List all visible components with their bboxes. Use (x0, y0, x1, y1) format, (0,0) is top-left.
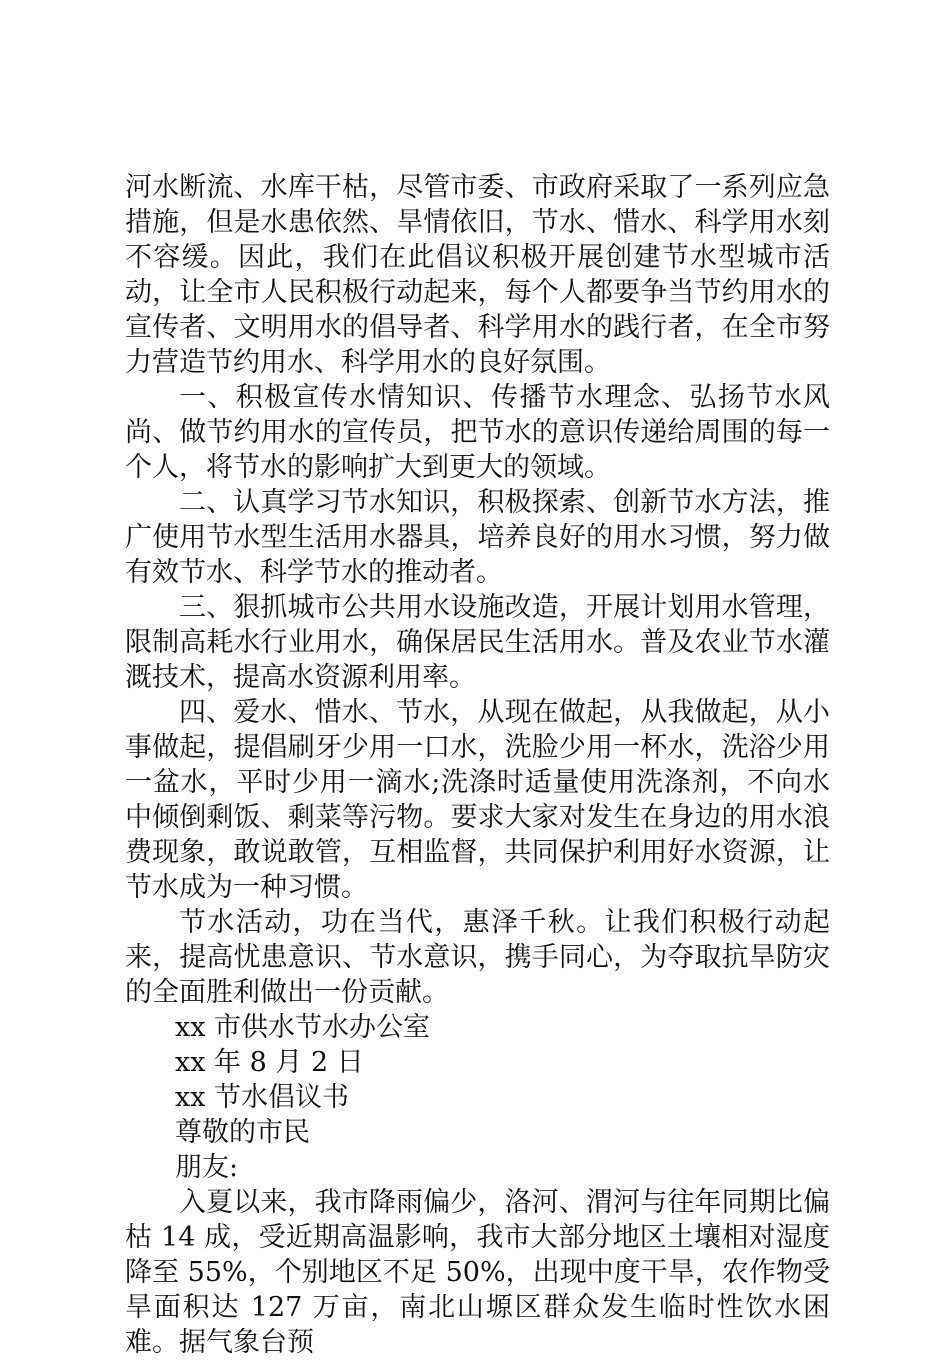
paragraph-item-two: 二、认真学习节水知识，积极探索、创新节水方法，推广使用节水型生活用水器具，培养良好的用水习惯，努力做有效节水、科学节水的推动者。 (125, 487, 830, 588)
salutation-line-one: 尊敬的市民 (175, 1117, 310, 1148)
paragraph-intro-continuation: 河水断流、水库干枯，尽管市委、市政府采取了一系列应急措施，但是水患依然、旱情依旧，节水、惜水、科学用水刻不容缓。因此，我们在此倡议积极开展创建节水型城市活动，让全市人民积极行动起来，每个人都要争当节约用水的宣传者、文明用水的倡导者、科学用水的践行者，在全市努力营造节约用水、科学用水的良好氛围。 (125, 172, 830, 378)
signature-date: xx 年 8 月 2 日 (175, 1047, 364, 1078)
signature-organization: xx 市供水节水办公室 (175, 1012, 431, 1043)
paragraph-closing: 节水活动，功在当代，惠泽千秋。让我们积极行动起来，提高忧患意识、节水意识，携手同心，为夺取抗旱防灾的全面胜利做出一份贡献。 (125, 907, 830, 1008)
salutation-line-two: 朋友: (175, 1152, 239, 1183)
paragraph-item-one: 一、积极宣传水情知识、传播节水理念、弘扬节水风尚、做节约用水的宣传员，把节水的意识传递给周围的每一个人，将节水的影响扩大到更大的领域。 (125, 382, 830, 483)
next-document-title: xx 节水倡议书 (175, 1082, 350, 1113)
paragraph-item-three: 三、狠抓城市公共用水设施改造，开展计划用水管理，限制高耗水行业用水，确保居民生活用水。普及农业节水灌溉技术，提高水资源利用率。 (125, 592, 830, 693)
document-body (125, 170, 830, 1360)
paragraph-next-intro: 入夏以来，我市降雨偏少，洛河、渭河与往年同期比偏枯 14 成，受近期高温影响，我市大部分地区土壤相对湿度降至 55%，个别地区不足 50%，出现中度干旱，农作物受旱面积达 127 万亩，南北山塬区群众发生临时性饮水困难。据气象台预 (125, 1187, 830, 1358)
paragraph-item-four: 四、爱水、惜水、节水，从现在做起，从我做起，从小事做起，提倡刷牙少用一口水，洗脸少用一杯水，洗浴少用一盆水，平时少用一滴水;洗涤时适量使用洗涤剂，不向水中倾倒剩饭、剩菜等污物。要求大家对发生在身边的用水浪费现象，敢说敢管，互相监督，共同保护利用好水资源，让节水成为一种习惯。 (125, 697, 830, 903)
